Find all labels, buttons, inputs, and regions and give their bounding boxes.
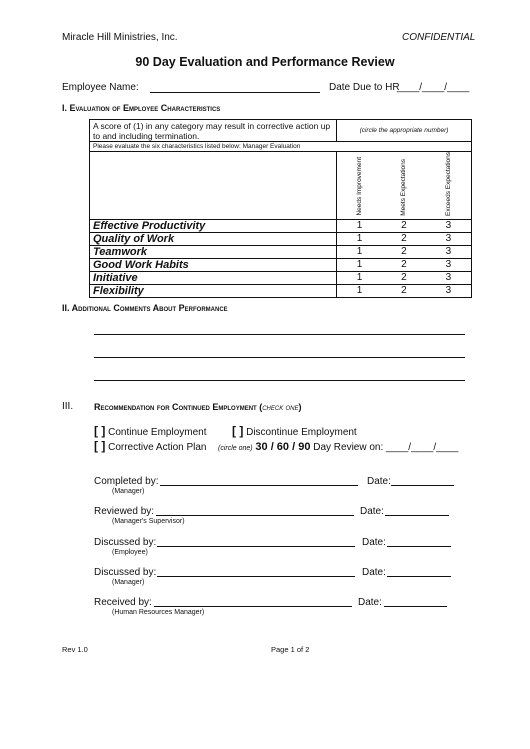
table-row xyxy=(90,245,472,258)
checkbox-bracket: [ ] xyxy=(94,439,106,453)
discussed-by-manager-date-line[interactable] xyxy=(387,576,451,577)
option-corrective-action-plan[interactable] xyxy=(94,439,207,453)
reviewed-by-signature-line[interactable] xyxy=(156,515,354,516)
option-label: Continue Employment xyxy=(108,427,207,438)
received-by-role: (Human Resources Manager) xyxy=(112,609,205,616)
discussed-by-employee-role: (Employee) xyxy=(112,549,148,556)
section-2-heading: II. Additional Comments About Performance xyxy=(62,303,228,313)
score-2[interactable]: 2 xyxy=(382,284,426,297)
circle-one-note: (circle one) xyxy=(218,445,253,452)
table-row xyxy=(90,271,472,284)
comment-line-1[interactable] xyxy=(94,334,465,335)
review-day-selector xyxy=(218,441,458,453)
check-one-note: check one xyxy=(262,403,299,412)
received-by-date-line[interactable] xyxy=(384,606,447,607)
trait-name: Effective Productivity xyxy=(90,219,337,232)
table-row xyxy=(90,219,472,232)
discussed-by-manager-date-label: Date: xyxy=(362,567,386,578)
option-label: Discontinue Employment xyxy=(246,427,357,438)
checkbox-bracket: [ ] xyxy=(232,424,244,438)
section-3-heading xyxy=(94,402,301,412)
completed-by-role: (Manager) xyxy=(112,488,145,495)
discussed-by-employee-date-label: Date: xyxy=(362,537,386,548)
page-title: 90 Day Evaluation and Performance Review xyxy=(135,55,395,69)
column-meets-expectations: Meets Expectations xyxy=(382,152,426,220)
score-2[interactable]: 2 xyxy=(382,271,426,284)
evaluation-instructions: Please evaluate the six characteristics listed below: Manager Evaluation xyxy=(90,142,472,152)
date-due-label: Date Due to HR xyxy=(329,82,400,93)
discussed-by-employee-date-line[interactable] xyxy=(387,546,451,547)
received-by-date-label: Date: xyxy=(358,597,382,608)
column-needs-improvement: Needs Improvement xyxy=(337,152,383,220)
discussed-by-employee-label: Discussed by: xyxy=(94,537,157,548)
employee-name-field[interactable] xyxy=(150,92,320,93)
trait-name: Flexibility xyxy=(90,284,337,297)
reviewed-by-label: Reviewed by: xyxy=(94,506,155,517)
completed-by-date-label: Date: xyxy=(367,476,391,487)
reviewed-by-date-label: Date: xyxy=(360,506,384,517)
trait-name: Quality of Work xyxy=(90,232,337,245)
column-exceeds-expectations: Exceeds Expectations xyxy=(426,152,472,220)
completed-by-date-line[interactable] xyxy=(391,485,454,486)
circle-instruction: (circle the appropriate number) xyxy=(337,120,472,142)
score-3[interactable]: 3 xyxy=(426,219,472,232)
reviewed-by-date-line[interactable] xyxy=(385,515,449,516)
score-1[interactable]: 1 xyxy=(337,219,383,232)
table-row xyxy=(90,232,472,245)
discussed-by-employee-signature-line[interactable] xyxy=(157,546,355,547)
discussed-by-manager-role: (Manager) xyxy=(112,579,145,586)
revision-label: Rev 1.0 xyxy=(62,645,88,654)
option-continue-employment[interactable] xyxy=(94,424,207,438)
score-3[interactable]: 3 xyxy=(426,258,472,271)
discussed-by-manager-label: Discussed by: xyxy=(94,567,157,578)
score-2[interactable]: 2 xyxy=(382,258,426,271)
discussed-by-manager-signature-line[interactable] xyxy=(157,576,355,577)
score-1[interactable]: 1 xyxy=(337,245,383,258)
option-discontinue-employment[interactable] xyxy=(232,424,357,438)
page-number: Page 1 of 2 xyxy=(271,645,310,654)
section-1-heading: I. Evaluation of Employee Characteristics xyxy=(62,103,221,113)
received-by-label: Received by: xyxy=(94,597,152,608)
score-3[interactable]: 3 xyxy=(426,245,472,258)
score-3[interactable]: 3 xyxy=(426,232,472,245)
score-2[interactable]: 2 xyxy=(382,245,426,258)
trait-name: Good Work Habits xyxy=(90,258,337,271)
completed-by-signature-line[interactable] xyxy=(160,485,358,486)
score-2[interactable]: 2 xyxy=(382,219,426,232)
section-3-heading-close: ) xyxy=(298,402,302,412)
table-row xyxy=(90,284,472,297)
confidential-label: CONFIDENTIAL xyxy=(402,32,476,43)
table-row xyxy=(90,258,472,271)
comment-line-2[interactable] xyxy=(94,357,465,358)
received-by-signature-line[interactable] xyxy=(154,606,352,607)
date-due-field[interactable]: ____/____/____ xyxy=(397,82,470,93)
trait-name: Teamwork xyxy=(90,245,337,258)
section-3-heading-text: Recommendation for Continued Employment ( xyxy=(94,402,263,412)
organization-name: Miracle Hill Ministries, Inc. xyxy=(62,32,178,43)
score-1[interactable]: 1 xyxy=(337,232,383,245)
corrective-note: A score of (1) in any category may result in corrective action up to and including termination. xyxy=(90,120,337,142)
section-3-numeral: III. xyxy=(62,401,74,412)
score-1[interactable]: 1 xyxy=(337,284,383,297)
review-date-field[interactable]: ____/____/____ xyxy=(386,442,459,453)
option-label: Corrective Action Plan xyxy=(108,442,207,453)
trait-name: Initiative xyxy=(90,271,337,284)
review-on-label: Day Review on: xyxy=(313,442,384,453)
score-3[interactable]: 3 xyxy=(426,284,472,297)
review-days[interactable]: 30 / 60 / 90 xyxy=(255,441,311,453)
comment-line-3[interactable] xyxy=(94,380,465,381)
reviewed-by-role: (Manager's Supervisor) xyxy=(112,518,185,525)
checkbox-bracket: [ ] xyxy=(94,424,106,438)
score-1[interactable]: 1 xyxy=(337,271,383,284)
score-1[interactable]: 1 xyxy=(337,258,383,271)
score-3[interactable]: 3 xyxy=(426,271,472,284)
blank-header-cell xyxy=(90,152,337,220)
employee-name-label: Employee Name: xyxy=(62,82,139,93)
completed-by-label: Completed by: xyxy=(94,476,159,487)
evaluation-table xyxy=(89,119,472,298)
score-2[interactable]: 2 xyxy=(382,232,426,245)
